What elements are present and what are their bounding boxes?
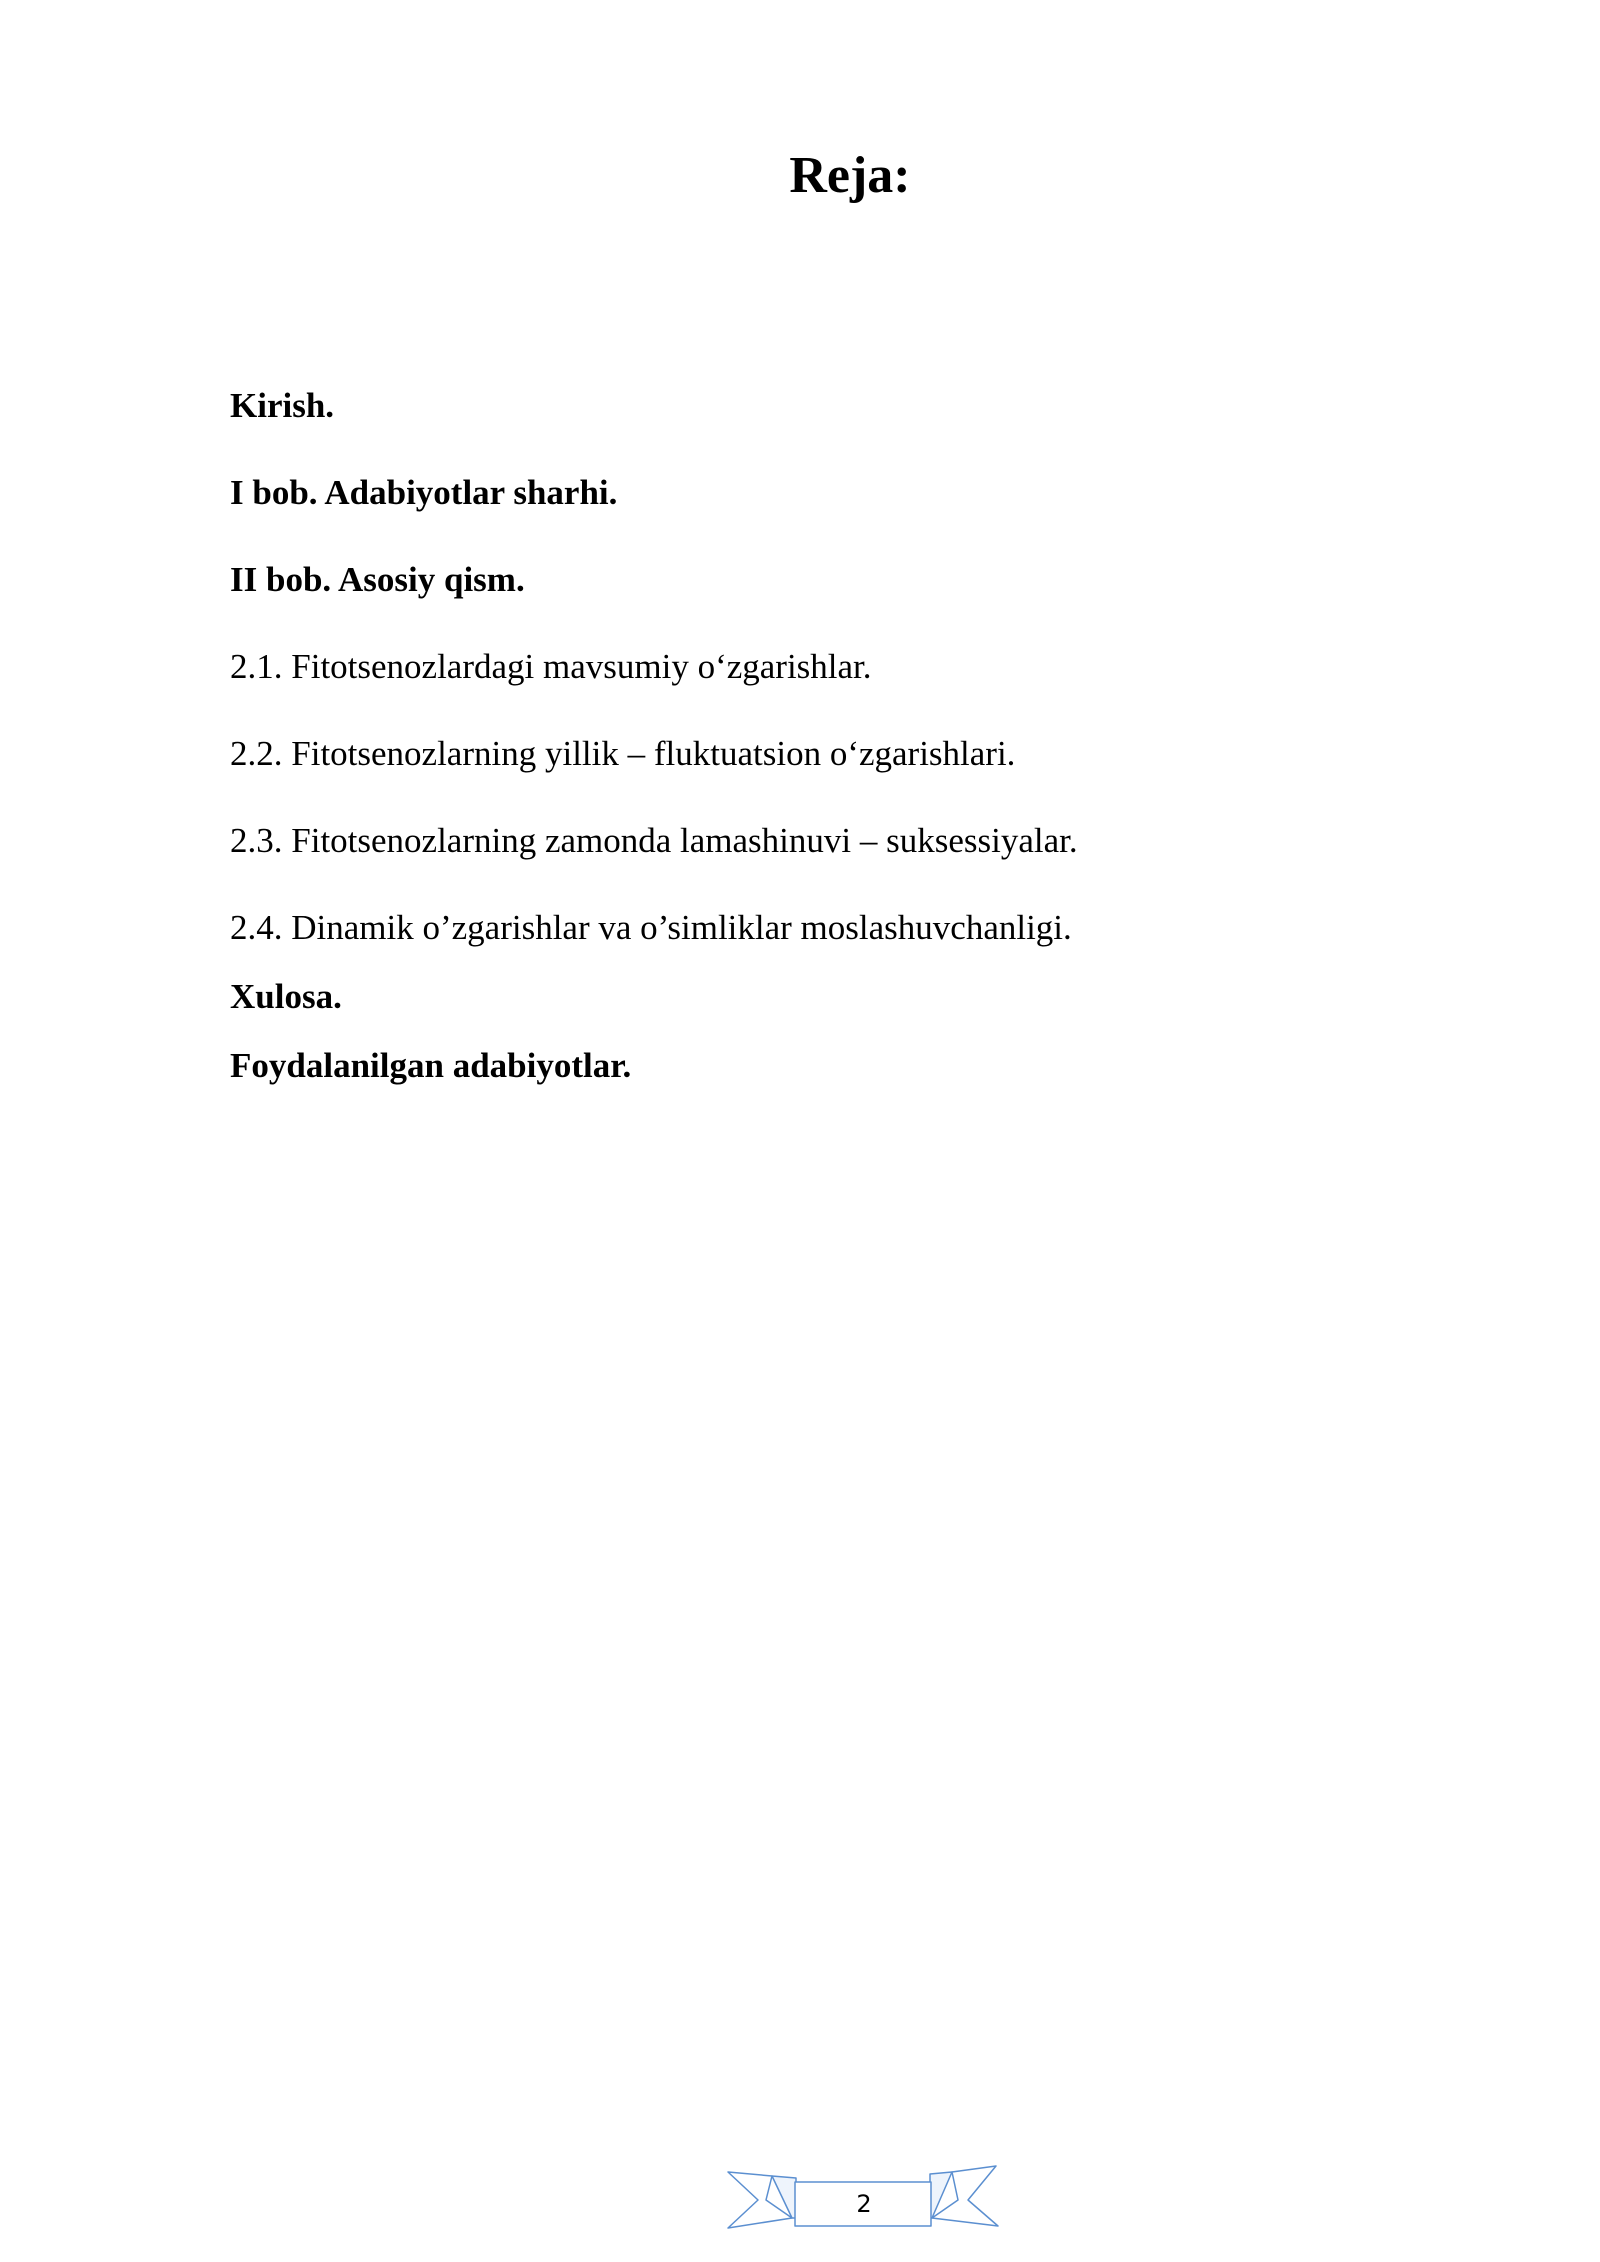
toc-item-references: Foydalanilgan adabiyotlar. [230, 1046, 632, 1085]
toc-item-2-4: 2.4. Dinamik o’zgarishlar va o’simliklar moslashuvchanligi. [230, 908, 1072, 947]
toc-item-chapter-2: II bob. Asosiy qism. [230, 560, 525, 599]
toc-item-2-3: 2.3. Fitotsenozlarning zamonda lamashinuvi – suksessiyalar. [230, 821, 1078, 860]
page-title: Reja: [789, 147, 911, 204]
page-number: 2 [856, 2190, 872, 2218]
toc-item-2-1: 2.1. Fitotsenozlardagi mavsumiy o‘zgarishlar. [230, 647, 872, 686]
toc-item-2-2: 2.2. Fitotsenozlarning yillik – fluktuatsion o‘zgarishlari. [230, 734, 1016, 773]
toc-item-xulosa: Xulosa. [230, 977, 342, 1016]
toc-item-kirish: Kirish. [230, 386, 335, 425]
toc-item-chapter-1: I bob. Adabiyotlar sharhi. [230, 473, 618, 512]
